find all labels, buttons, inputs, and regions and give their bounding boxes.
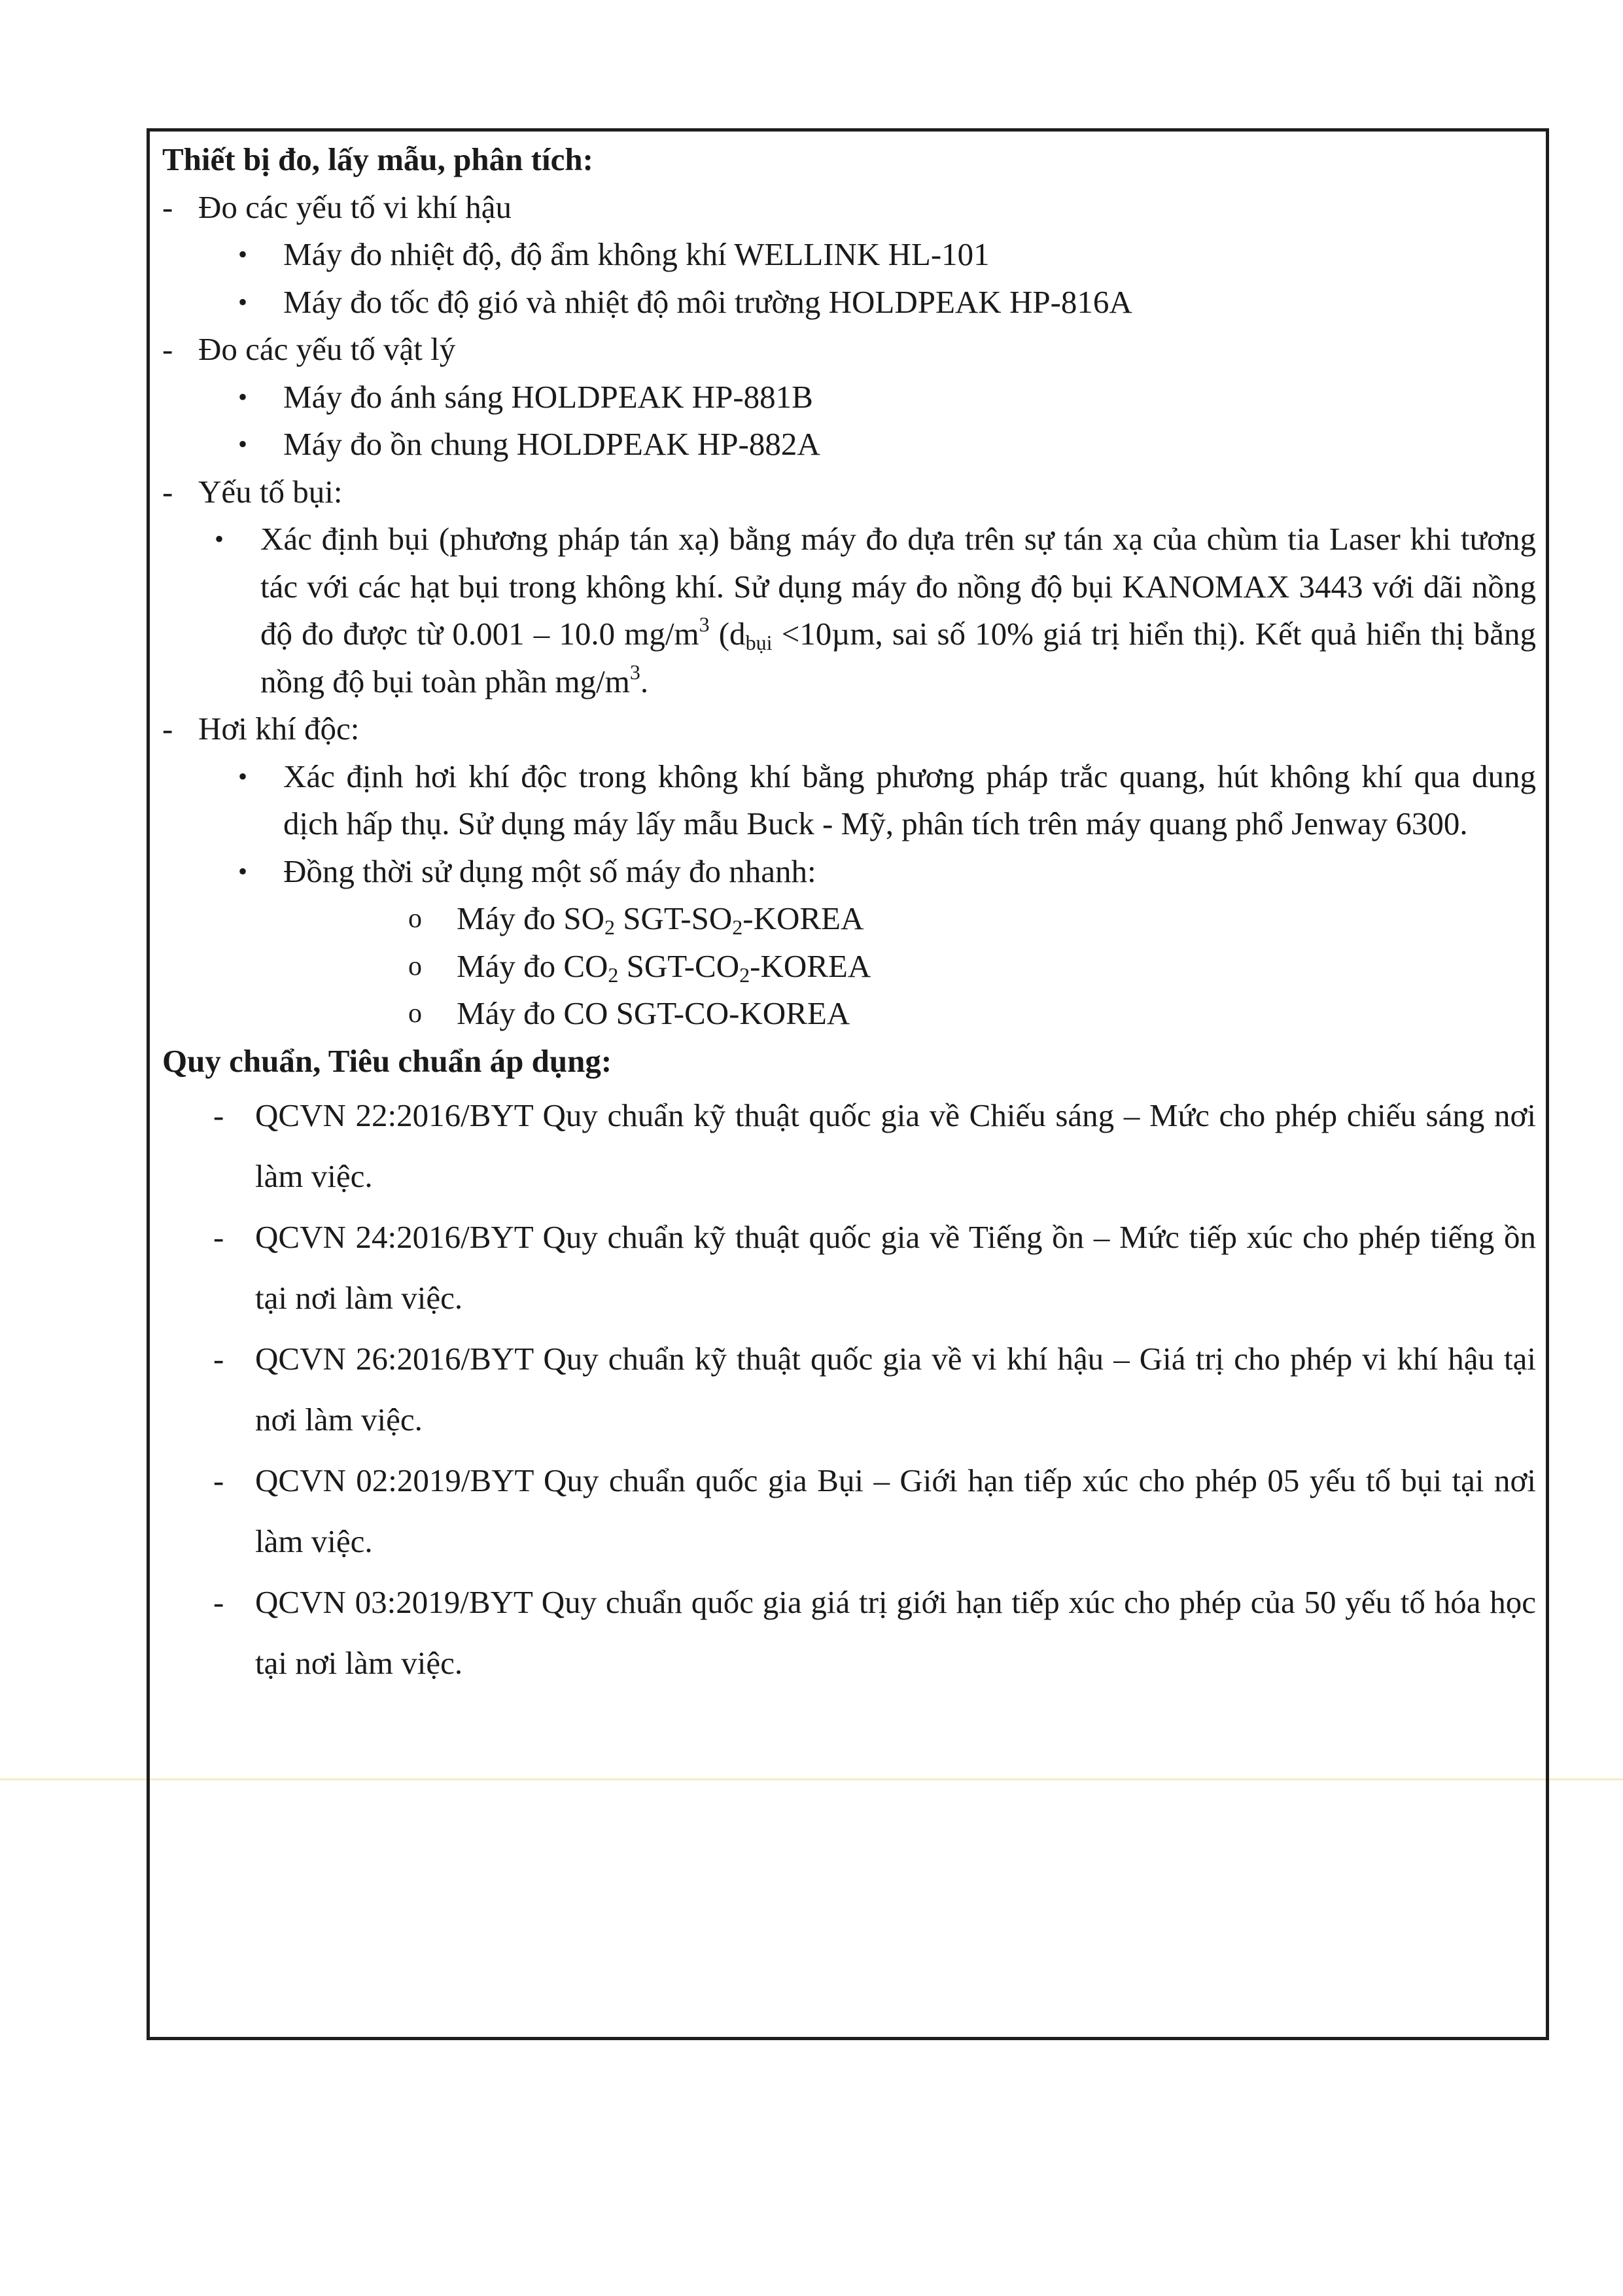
bullet-icon: •: [238, 429, 248, 459]
list-item: • Đồng thời sử dụng một số máy đo nhanh:: [162, 848, 1536, 896]
quick-device-item: o Máy đo CO SGT-CO-KOREA: [162, 990, 1536, 1038]
dash-marker: -: [213, 1341, 224, 1377]
dash-marker: -: [213, 1584, 224, 1620]
list-item: • Máy đo ồn chung HOLDPEAK HP-882A: [162, 421, 1536, 468]
group-microclimate: [162, 184, 1536, 232]
list-item: • Máy đo nhiệt độ, độ ẩm không khí WELLINK HL-101: [162, 231, 1536, 279]
group-label: Đo các yếu tố vi khí hậu: [198, 188, 512, 225]
dash-marker: -: [162, 188, 173, 225]
group-label: Đo các yếu tố vật lý: [198, 331, 456, 367]
group-physical: [162, 326, 1536, 374]
dash-marker: -: [162, 331, 173, 367]
bullet-icon: •: [215, 524, 224, 554]
standard-item: - QCVN 24:2016/BYT Quy chuẩn kỹ thuật quốc gia về Tiếng ồn – Mức tiếp xúc cho phép tiếng ồn tại nơi làm việc.: [162, 1207, 1536, 1328]
group-label: Hơi khí độc:: [198, 711, 360, 747]
group-dust: [162, 468, 1536, 516]
dash-marker: -: [213, 1097, 224, 1133]
standards-heading: Quy chuẩn, Tiêu chuẩn áp dụng:: [162, 1042, 612, 1079]
dash-marker: -: [162, 711, 173, 747]
list-item: • Máy đo tốc độ gió và nhiệt độ môi trường HOLDPEAK HP-816A: [162, 279, 1536, 327]
standard-item: - QCVN 03:2019/BYT Quy chuẩn quốc gia giá trị giới hạn tiếp xúc cho phép của 50 yếu tố hóa học tại nơi làm việc.: [162, 1572, 1536, 1693]
circle-bullet-icon: o: [408, 998, 422, 1029]
list-item: [162, 516, 1536, 705]
group-label: Yếu tố bụi:: [198, 473, 343, 510]
quick-device-item: o Máy đo $SO_2$ SGT-$SO_2$-KOREA: [162, 895, 1536, 943]
standard-item: - QCVN 26:2016/BYT Quy chuẩn kỹ thuật quốc gia về vi khí hậu – Giá trị cho phép vi khí hậu tại nơi làm việc.: [162, 1328, 1536, 1450]
list-item: • Xác định hơi khí độc trong không khí bằng phương pháp trắc quang, hút không khí qua dung dịch hấp thụ. Sử dụng máy lấy mẫu Buck - Mỹ, phân tích trên máy quang phổ Jenway 6300.: [162, 753, 1536, 848]
bullet-icon: •: [238, 287, 248, 317]
bullet-icon: •: [238, 381, 248, 412]
dash-marker: -: [162, 473, 173, 510]
standard-item: - QCVN 02:2019/BYT Quy chuẩn quốc gia Bụi – Giới hạn tiếp xúc cho phép 05 yếu tố bụi tại nơi làm việc.: [162, 1450, 1536, 1572]
list-item: • Máy đo ánh sáng HOLDPEAK HP-881B: [162, 374, 1536, 421]
circle-bullet-icon: o: [408, 951, 422, 981]
dash-marker: -: [213, 1219, 224, 1255]
bullet-icon: •: [238, 856, 248, 886]
bullet-icon: •: [238, 761, 248, 791]
circle-bullet-icon: o: [408, 904, 422, 934]
group-toxic-gas: [162, 705, 1536, 753]
quick-device-item: o Máy đo $CO_2$ SGT-$CO_2$-KOREA: [162, 943, 1536, 991]
standard-item: - QCVN 22:2016/BYT Quy chuẩn kỹ thuật quốc gia về Chiếu sáng – Mức cho phép chiếu sáng nơi làm việc.: [162, 1085, 1536, 1207]
equipment-heading: Thiết bị đo, lấy mẫu, phân tích:: [162, 141, 593, 177]
document-body: [162, 136, 1536, 1693]
bullet-icon: •: [238, 239, 248, 269]
dash-marker: -: [213, 1462, 224, 1498]
dust-method-text: Xác định bụi (phương pháp tán xạ) bằng máy đo dựa trên sự tán xạ của chùm tia Laser khi tương tác với các hạt bụi trong không khí. Sử dụng máy đo nồng độ bụi KANOMAX 3443 với dãi nồng độ đo được từ 0.001 – 10.0 $mg/m^3$ ($d_{bụi} <10\mu m$, sai số 10% giá trị hiển thị). Kết quả hiển thị bằng nồng độ bụi toàn phần $mg/m^3$.: [260, 521, 1537, 699]
